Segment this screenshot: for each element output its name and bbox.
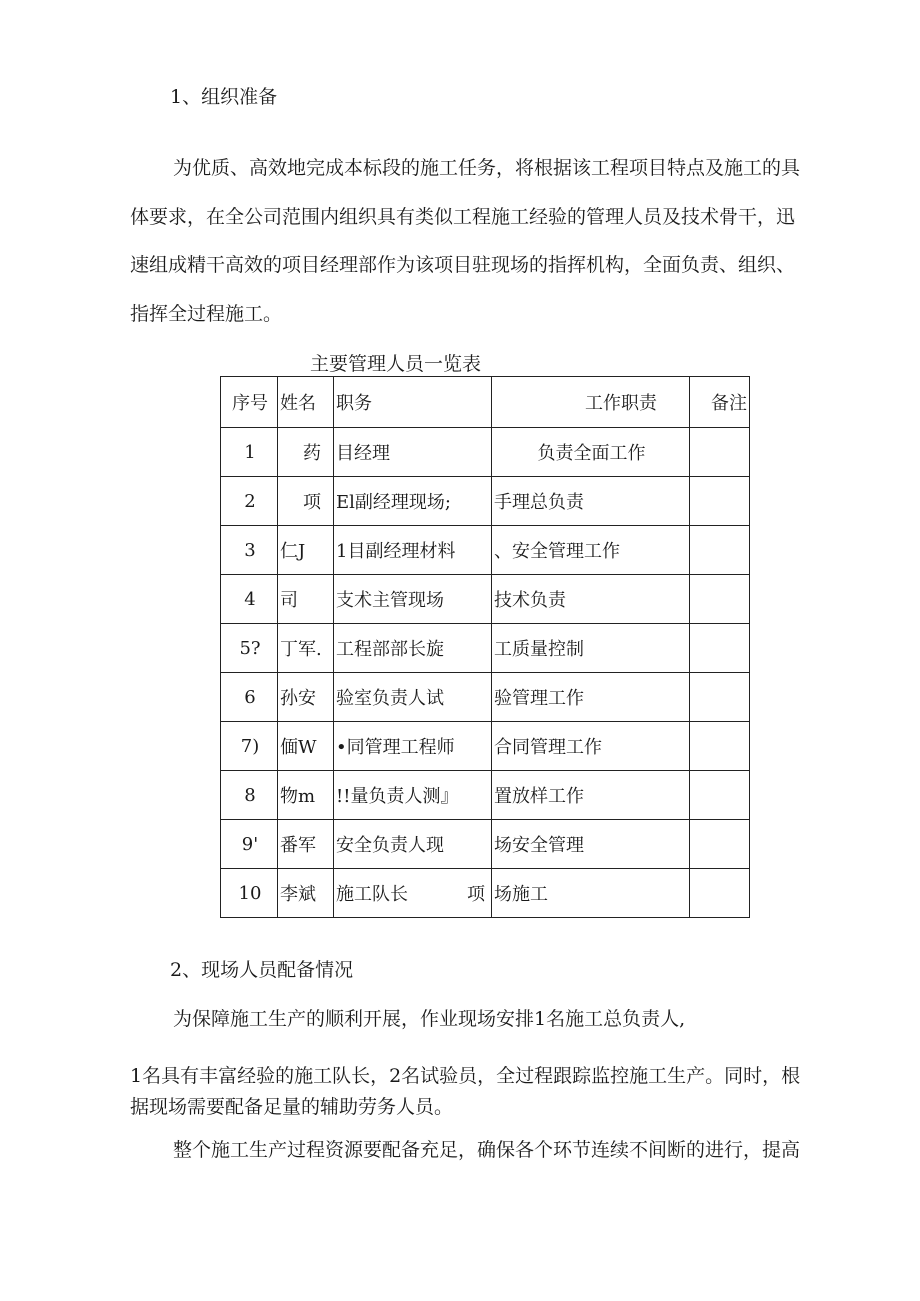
- cell-position-main: 施工队长: [336, 884, 408, 905]
- cell-position: El副经理现场;: [334, 477, 492, 526]
- cell-name: 偭W: [278, 722, 334, 771]
- cell-note: [690, 428, 750, 477]
- paragraph-line: 1名具有丰富经验的施工队长，2名试验员，全过程跟踪监控施工生产。同时，根: [130, 1065, 801, 1087]
- cell-no: 8: [221, 771, 278, 820]
- cell-position: 支术主管现场: [334, 575, 492, 624]
- cell-note: [690, 477, 750, 526]
- cell-no: 10: [221, 869, 278, 918]
- table-row: [221, 526, 750, 575]
- cell-name: 药: [278, 428, 334, 477]
- cell-note: [690, 624, 750, 673]
- table-row: [221, 575, 750, 624]
- cell-position: 目经理: [334, 428, 492, 477]
- table-row: [221, 820, 750, 869]
- paragraph-line: 指挥全过程施工。: [130, 303, 283, 325]
- cell-note: [690, 820, 750, 869]
- cell-duty: 手理总负责: [492, 477, 690, 526]
- cell-name: 李斌: [278, 869, 334, 918]
- cell-position: 安全负责人现: [334, 820, 492, 869]
- cell-duty: 置放样工作: [492, 771, 690, 820]
- cell-name: 项: [278, 477, 334, 526]
- table-caption: 主要管理人员一览表: [310, 353, 482, 375]
- cell-note: [690, 869, 750, 918]
- cell-name: 孙安: [278, 673, 334, 722]
- cell-duty: 工质量控制: [492, 624, 690, 673]
- paragraph-line: 体要求，在全公司范围内组织具有类似工程施工经验的管理人员及技术骨干，迅: [130, 206, 796, 228]
- cell-no: 9': [221, 820, 278, 869]
- cell-name: 司: [278, 575, 334, 624]
- table-row: [221, 869, 750, 918]
- cell-position: !!量负责人测』: [334, 771, 492, 820]
- section-heading-organization: 1、组织准备: [170, 86, 278, 108]
- cell-no: 5?: [221, 624, 278, 673]
- table-row: [221, 477, 750, 526]
- cell-position: 验室负责人试: [334, 673, 492, 722]
- cell-position-extra: 项: [467, 884, 485, 905]
- cell-position: •同管理工程师: [334, 722, 492, 771]
- cell-no: 2: [221, 477, 278, 526]
- table-row: [221, 428, 750, 477]
- cell-duty: 、安全管理工作: [492, 526, 690, 575]
- cell-note: [690, 575, 750, 624]
- header-no: 序号: [221, 377, 278, 428]
- cell-no: 4: [221, 575, 278, 624]
- paragraph-line: 整个施工生产过程资源要配备充足，确保各个环节连续不间断的进行，提高: [173, 1139, 801, 1161]
- cell-name: 仁J: [278, 526, 334, 575]
- cell-position: [334, 869, 492, 918]
- table-row: [221, 722, 750, 771]
- header-note: 备注: [690, 377, 750, 428]
- paragraph-line: 为优质、高效地完成本标段的施工任务，将根据该工程项目特点及施工的具: [173, 157, 801, 179]
- cell-duty: 负责全面工作: [492, 428, 690, 477]
- paragraph-line: 速组成精干高效的项目经理部作为该项目驻现场的指挥机构，全面负责、组织、: [130, 254, 796, 276]
- table-row: [221, 771, 750, 820]
- cell-name: 番军: [278, 820, 334, 869]
- cell-duty: 验管理工作: [492, 673, 690, 722]
- cell-name: 丁军.: [278, 624, 334, 673]
- header-position: 职务: [334, 377, 492, 428]
- cell-note: [690, 722, 750, 771]
- cell-note: [690, 526, 750, 575]
- header-name: 姓名: [278, 377, 334, 428]
- cell-name: 物m: [278, 771, 334, 820]
- paragraph-line: 为保障施工生产的顺利开展，作业现场安排1名施工总负责人,: [173, 1008, 686, 1030]
- staff-table: [220, 376, 750, 918]
- table-row: [221, 624, 750, 673]
- cell-position: 1目副经理材料: [334, 526, 492, 575]
- table-header-row: [221, 377, 750, 428]
- paragraph-line: 据现场需要配备足量的辅助劳务人员。: [130, 1096, 454, 1118]
- cell-note: [690, 673, 750, 722]
- cell-position: 工程部部长旋: [334, 624, 492, 673]
- cell-no: 3: [221, 526, 278, 575]
- section-heading-staffing: 2、现场人员配备情况: [170, 959, 354, 981]
- cell-duty: 合同管理工作: [492, 722, 690, 771]
- cell-no: 7): [221, 722, 278, 771]
- cell-no: 6: [221, 673, 278, 722]
- cell-no: 1: [221, 428, 278, 477]
- cell-note: [690, 771, 750, 820]
- cell-duty: 场安全管理: [492, 820, 690, 869]
- table-row: [221, 673, 750, 722]
- header-duty: 工作职责: [492, 377, 690, 428]
- cell-duty: 场施工: [492, 869, 690, 918]
- cell-duty: 技术负责: [492, 575, 690, 624]
